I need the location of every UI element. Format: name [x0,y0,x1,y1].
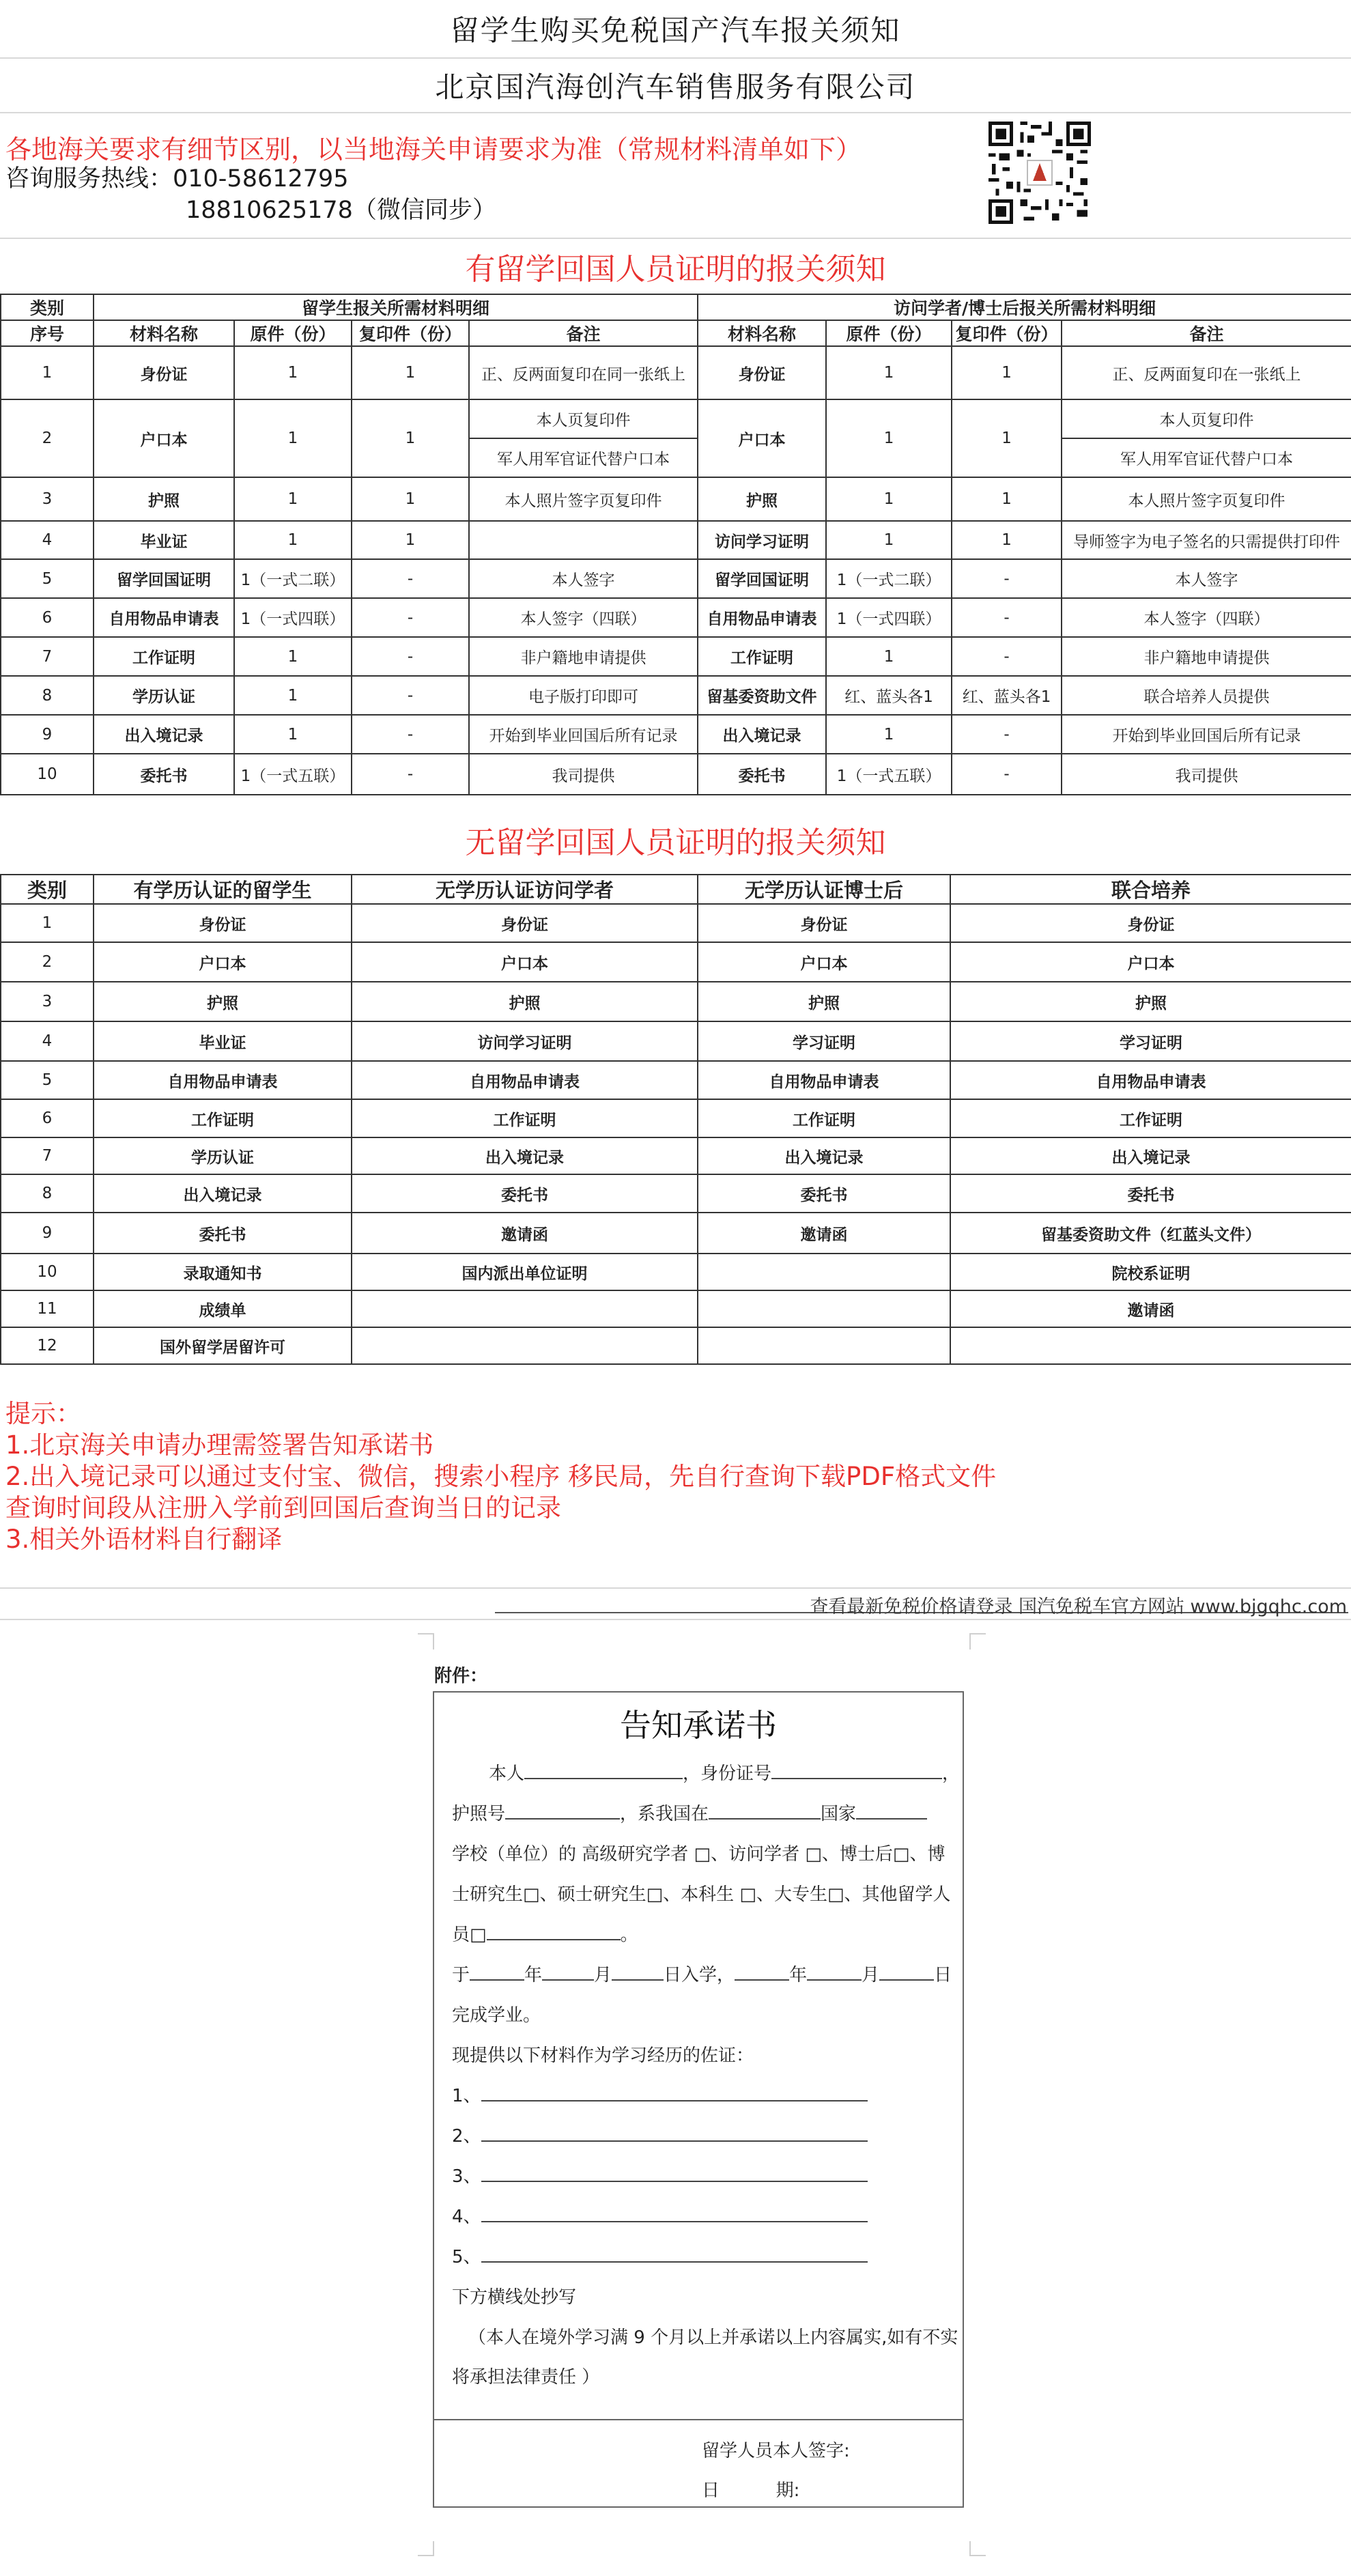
material-name: 护照 [698,982,950,1021]
material-name: 出入境记录 [698,715,826,754]
material-name: 身份证 [94,346,234,399]
notice-block [0,113,1351,239]
copy-count: - [352,637,469,676]
country-blank[interactable] [709,1803,821,1820]
form-text: 日入学， [664,1965,735,1985]
original-count: 1（一式四联） [826,598,952,637]
material-name: 工作证明 [94,637,234,676]
row-number: 11 [1,1290,94,1327]
material-name: 户口本 [94,942,352,982]
remark: 导师签字为电子签名的只需提供打印件 [1062,521,1351,559]
copy-count: 1 [352,399,469,477]
table-row [1,598,1351,637]
column-header: 序号 [1,320,94,346]
tip-item: 3.相关外语材料自行翻译 [5,1525,283,1554]
material-name: 学习证明 [698,1021,950,1061]
row-number: 10 [1,754,94,795]
row-number: 6 [1,598,94,637]
form-text: 护照号 [452,1804,506,1824]
remark: 军人用军官证代替户口本 [469,438,698,477]
evidence-item [452,2162,868,2188]
row-number: 5 [1,1061,94,1099]
section1-title: 有留学回国人员证明的报关须知 [465,252,886,287]
table-row [1,715,1351,754]
copy-count: 1 [952,399,1062,477]
row-number: 9 [1,715,94,754]
year-blank[interactable] [735,1964,789,1981]
evidence-blank[interactable] [481,2085,868,2101]
row-number: 2 [1,942,94,982]
crop-mark [969,2541,971,2556]
row-number: 8 [1,1174,94,1213]
website-divider [0,1587,1351,1620]
material-name: 自用物品申请表 [94,1061,352,1099]
remark: 本人签字（四联） [469,598,698,637]
tips-block [5,1398,996,1555]
form-text: ， [942,1764,961,1784]
commitment-text-2: 将承担法律责任 ） [452,2367,600,2388]
material-name: 身份证 [698,904,950,942]
material-name: 毕业证 [94,521,234,559]
signature-label: 留学人员本人签字: [702,2441,850,2461]
material-name: 身份证 [950,904,1351,942]
copy-count: - [952,559,1062,598]
date-label: 日 期: [702,2480,800,2501]
crop-mark [969,1633,971,1650]
material-name: 工作证明 [698,1099,950,1137]
copy-count: - [952,715,1062,754]
evidence-blank[interactable] [481,2206,868,2222]
material-name: 自用物品申请表 [94,598,234,637]
original-count: 1 [826,637,952,676]
material-name: 身份证 [94,904,352,942]
section2-title: 无留学回国人员证明的报关须知 [465,825,886,860]
row-number: 1 [1,904,94,942]
table-row [1,904,1351,942]
crop-mark [418,1633,434,1634]
name-blank[interactable] [524,1763,683,1779]
copy-count: 1 [352,477,469,521]
original-count: 1（一式五联） [234,754,352,795]
evidence-item [452,2203,868,2228]
remark: 本人照片签字页复印件 [469,477,698,521]
remark: 我司提供 [1062,754,1351,795]
remark: 本人页复印件 [1062,399,1351,438]
form-text: 本人 [489,1764,525,1784]
remark: 正、反两面复印在同一张纸上 [469,346,698,399]
material-name: 邀请函 [950,1290,1351,1327]
tips-heading: 提示： [5,1399,81,1428]
remark: 非户籍地申请提供 [469,637,698,676]
form-line-2 [452,1800,927,1825]
original-count: 1（一式二联） [826,559,952,598]
column-header: 复印件（份） [352,320,469,346]
material-name: 毕业证 [94,1021,352,1061]
table-header-row [1,294,1351,320]
table-row [1,754,1351,795]
section1-table [0,294,1351,795]
tip-item: 查询时间段从注册入学前到回国后查询当日的记录 [5,1493,561,1523]
table-row [1,521,1351,559]
day-blank[interactable] [879,1964,934,1981]
original-count: 1 [826,399,952,477]
year-blank[interactable] [470,1964,524,1981]
table-row [1,637,1351,676]
tip-item: 1.北京海关申请办理需签署告知承诺书 [5,1430,434,1460]
column-header: 原件（份） [234,320,352,346]
table-row [1,1174,1351,1213]
form-line-6 [452,1961,952,1986]
material-name [950,1327,1351,1364]
column-header: 材料名称 [94,320,234,346]
form-line-1 [489,1759,960,1785]
copy-count: 1 [952,521,1062,559]
material-name: 出入境记录 [352,1137,698,1174]
passport-blank[interactable] [505,1803,620,1820]
original-count: 1 [234,521,352,559]
table-row [1,1254,1351,1290]
crop-mark [418,2555,434,2556]
month-blank[interactable] [542,1964,594,1981]
original-count: 1 [826,521,952,559]
remark: 本人页复印件 [469,399,698,438]
table-header-row [1,320,1351,346]
material-name: 录取通知书 [94,1254,352,1290]
material-name: 自用物品申请表 [698,1061,950,1099]
table-row [1,942,1351,982]
original-count: 1 [234,676,352,715]
row-number: 8 [1,676,94,715]
crop-mark [969,1633,986,1634]
material-name: 国外留学居留许可 [94,1327,352,1364]
company-name: 北京国汽海创汽车销售服务有限公司 [0,59,1351,113]
form-line-7: 完成学业。 [452,2005,541,2026]
table-row [1,1061,1351,1099]
crop-mark [433,2541,434,2556]
column-header: 类别 [1,875,94,904]
remark: 本人照片签字页复印件 [1062,477,1351,521]
day-blank[interactable] [612,1964,664,1981]
form-text: 年 [789,1965,808,1985]
form-text: 年 [524,1965,543,1985]
material-name: 成绩单 [94,1290,352,1327]
row-number: 7 [1,637,94,676]
form-line-4: 士研究生□、硕士研究生□、本科生 □、大专生□、其他留学人 [452,1884,951,1905]
row-number: 3 [1,477,94,521]
material-name: 委托书 [94,1213,352,1254]
row-number: 1 [1,346,94,399]
row-number: 12 [1,1327,94,1364]
id-number-blank[interactable] [771,1763,942,1779]
material-name: 户口本 [698,399,826,477]
material-name: 护照 [94,477,234,521]
material-name: 委托书 [698,754,826,795]
form-text: 5、 [452,2247,481,2267]
column-header: 材料名称 [698,320,826,346]
commitment-form [433,1691,964,2508]
form-line-3: 学校（单位）的 高级研究学者 □、访问学者 □、博士后□、博 [452,1844,945,1865]
copy-count: 1 [352,346,469,399]
material-name: 工作证明 [950,1099,1351,1137]
remark: 我司提供 [469,754,698,795]
row-number: 3 [1,982,94,1021]
material-name [352,1290,698,1327]
remark: 本人签字 [469,559,698,598]
other-blank[interactable] [487,1924,621,1940]
material-name: 户口本 [352,942,698,982]
original-count: 1 [826,346,952,399]
hotline-text: 咨询服务热线：010-58612795 [5,165,349,193]
table-row [1,346,1351,399]
material-name: 留基委资助文件（红蓝头文件） [950,1213,1351,1254]
notice-red-text: 各地海关要求有细节区别，以当地海关申请要求为准（常规材料清单如下） [5,135,862,165]
table-header-row [1,875,1351,904]
form-title: 告知承诺书 [620,1707,777,1744]
material-name: 户口本 [698,942,950,982]
form-text: 员□ [452,1925,487,1945]
table-row [1,399,1351,438]
material-name: 自用物品申请表 [698,598,826,637]
material-name: 身份证 [698,346,826,399]
column-header: 原件（份） [826,320,952,346]
copy-count: - [952,598,1062,637]
remark [469,521,698,559]
original-count: 1 [234,399,352,477]
form-text: 月 [594,1965,612,1985]
material-name: 出入境记录 [94,1174,352,1213]
hotline-text-2: 18810625178（微信同步） [186,197,496,224]
remark: 开始到毕业回国后所有记录 [1062,715,1351,754]
copy-count: - [352,754,469,795]
table-row [1,982,1351,1021]
material-name: 留基委资助文件 [698,676,826,715]
table-row [1,477,1351,521]
copy-count: - [352,676,469,715]
form-text: 4、 [452,2207,481,2227]
website-link[interactable]: 查看最新免税价格请登录 国汽免税车官方网站 www.bjgqhc.com [810,1596,1347,1617]
form-line-5 [452,1921,638,1946]
material-name: 护照 [94,982,352,1021]
material-name: 护照 [352,982,698,1021]
material-name: 出入境记录 [698,1137,950,1174]
form-text: 2、 [452,2126,481,2147]
material-name: 户口本 [94,399,234,477]
table-row [1,1213,1351,1254]
copy-count: - [952,637,1062,676]
table-row [1,1137,1351,1174]
form-text: 国家 [821,1804,857,1824]
material-name: 户口本 [950,942,1351,982]
material-name: 工作证明 [94,1099,352,1137]
form-line-8: 现提供以下材料作为学习经历的佐证： [452,2046,754,2066]
column-header: 复印件（份） [952,320,1062,346]
row-number: 10 [1,1254,94,1290]
copy-count: - [352,598,469,637]
copy-count: 1 [952,477,1062,521]
group-header: 访问学者/博士后报关所需材料明细 [698,294,1351,320]
remark: 开始到毕业回国后所有记录 [469,715,698,754]
table-row [1,676,1351,715]
evidence-blank[interactable] [481,2166,868,2182]
form-text: 日 [934,1965,952,1985]
column-header: 备注 [469,320,698,346]
original-count: 红、蓝头各1 [826,676,952,715]
original-count: 1 [234,477,352,521]
form-text: 月 [862,1965,880,1985]
attachment-label: 附件： [434,1666,488,1686]
copy-count: - [952,754,1062,795]
row-number: 4 [1,521,94,559]
material-name: 委托书 [698,1174,950,1213]
copy-count: 红、蓝头各1 [952,676,1062,715]
material-name: 出入境记录 [94,715,234,754]
column-header: 备注 [1062,320,1351,346]
original-count: 1 [234,346,352,399]
form-text: ，系我国在 [620,1804,709,1824]
remark: 军人用军官证代替户口本 [1062,438,1351,477]
section2-table [0,874,1351,1365]
form-text: 3、 [452,2166,481,2187]
crop-mark [969,2555,986,2556]
material-name [698,1290,950,1327]
form-text: 1、 [452,2086,481,2106]
row-number: 4 [1,1021,94,1061]
material-name: 留学回国证明 [698,559,826,598]
original-count: 1 [826,477,952,521]
original-count: 1（一式四联） [234,598,352,637]
evidence-item [452,2122,868,2147]
copy-count: 1 [352,521,469,559]
remark: 本人签字（四联） [1062,598,1351,637]
page-title: 留学生购买免税国产汽车报关须知 [0,0,1351,59]
form-text: 。 [620,1925,638,1945]
evidence-item [452,2082,868,2107]
material-name: 邀请函 [698,1213,950,1254]
column-header: 有学历认证的留学生 [94,875,352,904]
row-number: 2 [1,399,94,477]
row-number: 6 [1,1099,94,1137]
original-count: 1 [826,715,952,754]
material-name: 国内派出单位证明 [352,1254,698,1290]
remark: 本人签字 [1062,559,1351,598]
remark: 非户籍地申请提供 [1062,637,1351,676]
column-header: 类别 [1,294,94,320]
material-name: 邀请函 [352,1213,698,1254]
row-number: 5 [1,559,94,598]
material-name: 访问学习证明 [698,521,826,559]
evidence-blank[interactable] [481,2125,868,2142]
original-count: 1 [234,637,352,676]
material-name: 委托书 [94,754,234,795]
material-name: 留学回国证明 [94,559,234,598]
copy-count: - [352,715,469,754]
original-count: 1（一式五联） [826,754,952,795]
column-header: 无学历认证博士后 [698,875,950,904]
commitment-text: （本人在境外学习满 9 个月以上并承诺以上内容属实,如有不实 [468,2327,958,2348]
material-name: 护照 [698,477,826,521]
material-name: 委托书 [950,1174,1351,1213]
row-number: 9 [1,1213,94,1254]
material-name: 护照 [950,982,1351,1021]
form-text: ，身份证号 [683,1764,772,1784]
material-name: 院校系证明 [950,1254,1351,1290]
remark: 电子版打印即可 [469,676,698,715]
tip-item: 2.出入境记录可以通过支付宝、微信，搜索小程序 移民局，先自行查询下载PDF格式文件 [5,1462,997,1491]
material-name: 自用物品申请表 [950,1061,1351,1099]
material-name: 学习证明 [950,1021,1351,1061]
evidence-blank[interactable] [481,2246,868,2263]
form-separator [434,2419,963,2420]
material-name: 学历认证 [94,1137,352,1174]
month-blank[interactable] [807,1964,862,1981]
material-name [698,1327,950,1364]
material-name: 身份证 [352,904,698,942]
table-row [1,1290,1351,1327]
copy-count: 1 [952,346,1062,399]
table-row [1,1327,1351,1364]
original-count: 1 [234,715,352,754]
material-name [352,1327,698,1364]
material-name [698,1254,950,1290]
remark: 联合培养人员提供 [1062,676,1351,715]
material-name: 访问学习证明 [352,1021,698,1061]
remark: 正、反两面复印在一张纸上 [1062,346,1351,399]
row-number: 7 [1,1137,94,1174]
column-header: 联合培养 [950,875,1351,904]
column-header: 无学历认证访问学者 [352,875,698,904]
evidence-item [452,2243,868,2268]
material-name: 工作证明 [352,1099,698,1137]
school-blank[interactable] [856,1803,927,1820]
material-name: 学历认证 [94,676,234,715]
group-header: 留学生报关所需材料明细 [94,294,698,320]
copy-count: - [352,559,469,598]
table-row [1,1099,1351,1137]
crop-mark [433,1633,434,1650]
material-name: 出入境记录 [950,1137,1351,1174]
material-name: 自用物品申请表 [352,1061,698,1099]
qr-code-icon [989,122,1091,224]
copy-instruction: 下方横线处抄写 [452,2287,577,2308]
form-text: 于 [452,1965,470,1985]
material-name: 委托书 [352,1174,698,1213]
original-count: 1（一式二联） [234,559,352,598]
table-row [1,1021,1351,1061]
table-row [1,559,1351,598]
material-name: 工作证明 [698,637,826,676]
